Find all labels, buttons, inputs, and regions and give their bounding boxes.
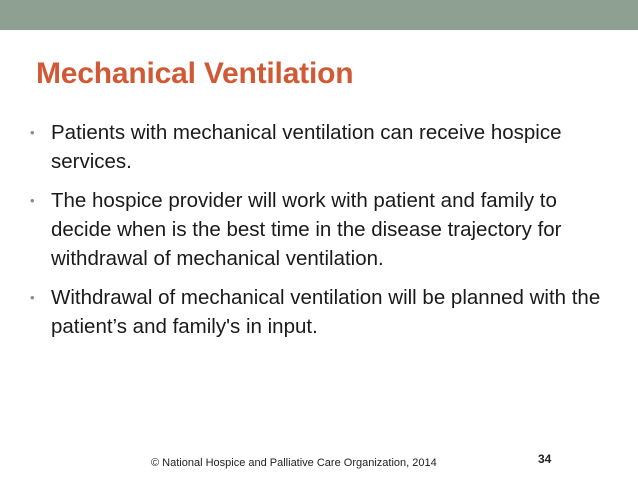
bullet-item <box>30 118 620 176</box>
bullet-marker: • <box>30 193 35 208</box>
page-number: 34 <box>538 452 552 466</box>
bullet-list <box>30 118 620 351</box>
bullet-text: Patients with mechanical ventilation can receive hospice services. <box>51 121 562 173</box>
bullet-marker: • <box>30 125 35 140</box>
slide-title: Mechanical Ventilation <box>36 57 354 90</box>
bullet-text: The hospice provider will work with patient and family to decide when is the best time in the disease trajectory for withdrawal of mechanical ventilation. <box>51 189 562 270</box>
bullet-item <box>30 186 620 273</box>
top-accent-band <box>0 0 638 30</box>
bullet-text: Withdrawal of mechanical ventilation will be planned with the patient’s and family's in input. <box>51 286 601 338</box>
bullet-marker: • <box>30 290 35 305</box>
copyright-footer: © National Hospice and Palliative Care Organization, 2014 <box>151 457 437 469</box>
bullet-item <box>30 283 620 341</box>
